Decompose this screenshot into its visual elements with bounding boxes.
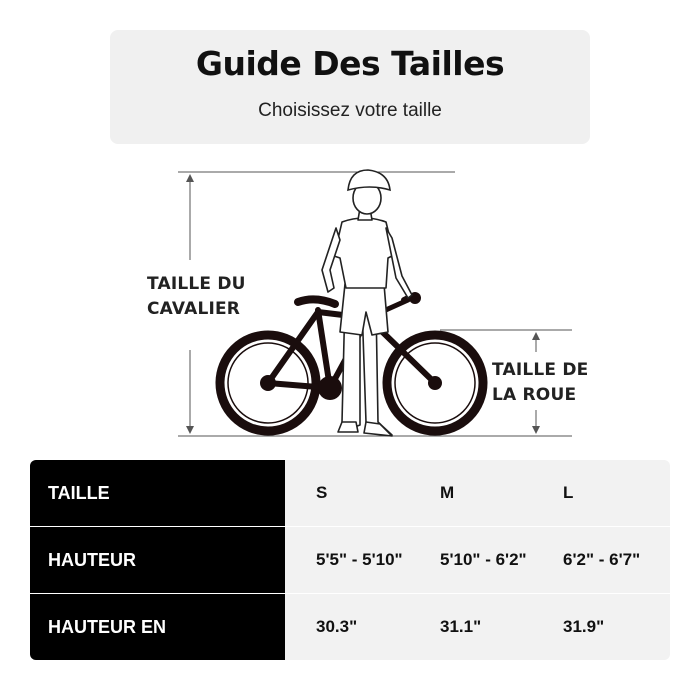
table-cell: 6'2" - 6'7" <box>563 550 641 569</box>
cyclist-with-bicycle-icon <box>0 160 700 450</box>
rider-height-label-line2: CAVALIER <box>147 299 241 319</box>
header-banner <box>110 30 590 144</box>
wheel-size-label <box>492 358 588 408</box>
page-title: Guide Des Tailles <box>195 44 505 83</box>
helmet <box>348 170 390 190</box>
row-header: HAUTEUR EN <box>30 594 285 660</box>
table-cell: S <box>316 483 328 502</box>
row-header: HAUTEUR <box>30 527 285 593</box>
wheel-size-label-line1: TAILLE DE <box>492 360 589 380</box>
wheel-size-label-line2: LA ROUE <box>492 385 577 405</box>
table-cell: 31.9" <box>563 617 605 636</box>
table-cell: 30.3" <box>316 617 358 636</box>
table-cell: 31.1" <box>440 617 482 636</box>
table-row-size <box>30 460 670 526</box>
table-cell: L <box>563 483 574 502</box>
row-header: TAILLE <box>30 460 285 526</box>
table-row-inseam <box>30 594 670 660</box>
rider-height-label <box>147 272 246 322</box>
size-table <box>30 460 670 660</box>
rider-height-label-line1: TAILLE DU <box>147 274 246 294</box>
table-cell: 5'10" - 6'2" <box>440 550 527 569</box>
table-cell: M <box>440 483 455 502</box>
page-subtitle: Choisissez votre taille <box>258 100 442 121</box>
table-row-height <box>30 527 670 593</box>
table-cell: 5'5" - 5'10" <box>316 550 403 569</box>
